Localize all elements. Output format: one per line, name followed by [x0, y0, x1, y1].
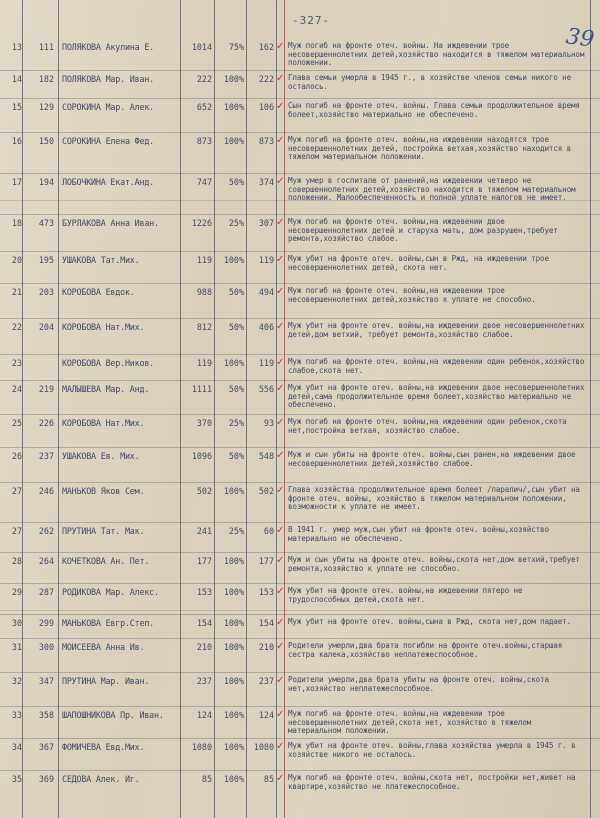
row-note: Муж убит на фронте отеч. войны,на иждевении двое несовершеннолетних детей,сама продолжительное время болеет,хозяйство материально не обеспечено.	[288, 383, 585, 410]
relief-sum: 406	[258, 322, 274, 332]
row-number: 14	[11, 74, 22, 84]
row-divider	[0, 380, 600, 381]
red-check-mark-icon: ✓	[276, 450, 285, 461]
row-divider	[0, 738, 600, 739]
household-head-name: ПРУТИНА Мар. Иван.	[62, 676, 150, 686]
relief-percent: 100%	[223, 642, 244, 652]
column-rule	[276, 0, 277, 818]
household-head-name: КОРОБОВА Нат.Мих.	[62, 322, 145, 332]
household-head-name: КОРОБОВА Вер.Ников.	[62, 358, 155, 368]
relief-percent: 100%	[223, 136, 244, 146]
household-head-name: ЛОБОЧКИНА Екат.Анд.	[62, 177, 155, 187]
row-divider	[0, 283, 600, 284]
red-check-mark-icon: ✓	[276, 101, 285, 112]
row-number: 16	[11, 136, 22, 146]
row-number: 31	[11, 642, 22, 652]
red-margin-line	[284, 0, 285, 818]
row-note: Глава семьи умерла в 1945 г., в хозяйстве членов семьи никого не осталось.	[288, 73, 571, 91]
assessed-amount: 747	[196, 177, 212, 187]
row-number: 32	[11, 676, 22, 686]
assessed-amount: 652	[196, 102, 212, 112]
household-id: 219	[38, 384, 54, 394]
row-note: Муж погиб на фронте отеч. войны,на иждевении трое несовершеннолетних детей,хозяйство к уплате не способно.	[288, 286, 536, 304]
red-check-mark-icon: ✓	[276, 485, 285, 496]
column-rule	[58, 0, 59, 818]
red-check-mark-icon: ✓	[276, 254, 285, 265]
red-check-mark-icon: ✓	[276, 555, 285, 566]
household-id: 195	[38, 255, 54, 265]
red-check-mark-icon: ✓	[276, 41, 285, 52]
relief-sum: 106	[258, 102, 274, 112]
household-head-name: МАНЬКОВ Яков Сем.	[62, 486, 145, 496]
row-note: Глава хозяйства продолжительное время болеет /паралич/,сын убит на фронте отеч. войны, хозяйство в тяжелом материальном положении, возможности к уплате не имеет.	[288, 485, 580, 512]
household-id: 194	[38, 177, 54, 187]
row-divider	[0, 98, 600, 99]
row-divider	[0, 318, 600, 319]
row-number: 22	[11, 322, 22, 332]
row-note: Муж погиб на фронте отеч. войны,на иждевении один ребенок,хозяйство слабое,скота нет.	[288, 357, 585, 375]
row-number: 18	[11, 218, 22, 228]
row-divider	[0, 482, 600, 483]
row-number: 27	[11, 486, 22, 496]
household-head-name: ШАПОШНИКОВА Пр. Иван.	[62, 710, 164, 720]
row-number: 26	[11, 451, 22, 461]
row-note: Муж погиб на фронте отеч. войны,на иждевении находятся трое несовершеннолетних детей, постройка ветхая,хозяйство находится в тяжелом материальном положении.	[288, 135, 571, 162]
relief-sum: 494	[258, 287, 274, 297]
household-id: 182	[38, 74, 54, 84]
row-note: В 1941 г. умер муж,сын убит на фронте отеч. войны,хозяйство материально не обеспечено.	[288, 525, 549, 543]
row-note: Муж погиб на фронте отеч. войны. На иждевении трое несовершеннолетних детей,хозяйство находится в тяжелом материальном положении.	[288, 41, 585, 68]
household-id: 262	[38, 526, 54, 536]
row-note: Муж убит на фронте отеч. войны,сына в Ржд, скота нет,дом падает.	[288, 617, 571, 626]
relief-sum: 502	[258, 486, 274, 496]
column-rule	[246, 0, 247, 818]
row-note: Муж убит на фронте отеч. войны,глава хозяйства умерла в 1945 г. в хозяйстве никого не осталось.	[288, 741, 576, 759]
relief-sum: 873	[258, 136, 274, 146]
relief-sum: 124	[258, 710, 274, 720]
household-id: 226	[38, 418, 54, 428]
row-note: Муж убит на фронте отеч. войны,сын в Ржд, на иждевении трое несовершеннолетних детей, скота нет.	[288, 254, 549, 272]
row-note: Муж погиб на фронте отеч. войны,на иждевении двое несовершеннолетних детей и старуха мать, дом разрушен,требует ремонта,хозяйство слабое.	[288, 217, 558, 244]
relief-percent: 100%	[223, 74, 244, 84]
relief-sum: 210	[258, 642, 274, 652]
household-id: 358	[38, 710, 54, 720]
paper-fold	[0, 610, 600, 611]
row-divider	[0, 414, 600, 415]
red-check-mark-icon: ✓	[276, 217, 285, 228]
household-id: 111	[38, 42, 54, 52]
assessed-amount: 1096	[191, 451, 212, 461]
relief-sum: 85	[263, 774, 274, 784]
relief-sum: 548	[258, 451, 274, 461]
relief-percent: 100%	[223, 556, 244, 566]
assessed-amount: 370	[196, 418, 212, 428]
row-divider	[0, 70, 600, 71]
assessed-amount: 1080	[191, 742, 212, 752]
row-divider	[0, 583, 600, 584]
red-check-mark-icon: ✓	[276, 417, 285, 428]
household-head-name: КОРОБОВА Евдок.	[62, 287, 135, 297]
assessed-amount: 502	[196, 486, 212, 496]
red-check-mark-icon: ✓	[276, 773, 285, 784]
relief-sum: 93	[263, 418, 274, 428]
row-note: Родители умерли,два брата погибли на фронте отеч.войны,старшая сестра калека,хозяйство неплатежеспособное.	[288, 641, 563, 659]
household-id: 264	[38, 556, 54, 566]
household-id: 287	[38, 587, 54, 597]
relief-sum: 222	[258, 74, 274, 84]
assessed-amount: 812	[196, 322, 212, 332]
household-id: 150	[38, 136, 54, 146]
assessed-amount: 1111	[191, 384, 212, 394]
row-number: 21	[11, 287, 22, 297]
row-note: Муж и сын убиты на фронте отеч. войны,сын ранен,на иждевении двое несовершеннолетних детей,хозяйство слабое.	[288, 450, 576, 468]
relief-sum: 374	[258, 177, 274, 187]
relief-percent: 100%	[223, 486, 244, 496]
row-divider	[0, 770, 600, 771]
relief-percent: 100%	[223, 710, 244, 720]
relief-sum: 307	[258, 218, 274, 228]
row-divider	[0, 672, 600, 673]
household-head-name: РОДИКОВА Мар. Алекс.	[62, 587, 159, 597]
row-number: 25	[11, 418, 22, 428]
assessed-amount: 153	[196, 587, 212, 597]
household-head-name: ПРУТИНА Тат. Мак.	[62, 526, 145, 536]
relief-percent: 100%	[223, 618, 244, 628]
row-number: 24	[11, 384, 22, 394]
household-id: 369	[38, 774, 54, 784]
relief-percent: 100%	[223, 358, 244, 368]
household-id: 203	[38, 287, 54, 297]
relief-percent: 25%	[228, 218, 244, 228]
row-divider	[0, 214, 600, 215]
household-head-name: СОРОКИНА Елена Фед.	[62, 136, 155, 146]
household-id: 246	[38, 486, 54, 496]
row-number: 17	[11, 177, 22, 187]
column-rule	[180, 0, 181, 818]
household-head-name: ПОЛЯКОВА Мар. Иван.	[62, 74, 155, 84]
row-note: Муж умер в госпитале от ранений,на иждевении четверо не совершеннолетних детей,хозяйство находится в тяжелом материальном положении. Малообеспеченность и полной уплате налогов не имеет.	[288, 176, 576, 203]
household-head-name: КОРОБОВА Нат.Мих.	[62, 418, 145, 428]
red-check-mark-icon: ✓	[276, 135, 285, 146]
assessed-amount: 119	[196, 358, 212, 368]
red-check-mark-icon: ✓	[276, 641, 285, 652]
relief-percent: 50%	[228, 384, 244, 394]
household-head-name: СОРОКИНА Мар. Алек.	[62, 102, 155, 112]
assessed-amount: 988	[196, 287, 212, 297]
row-number: 29	[11, 587, 22, 597]
red-check-mark-icon: ✓	[276, 383, 285, 394]
relief-percent: 100%	[223, 255, 244, 265]
row-divider	[0, 447, 600, 448]
red-check-mark-icon: ✓	[276, 357, 285, 368]
row-divider	[0, 251, 600, 252]
row-divider	[0, 552, 600, 553]
household-head-name: ФОМИЧЕВА Евд.Мих.	[62, 742, 145, 752]
relief-sum: 237	[258, 676, 274, 686]
relief-sum: 119	[258, 358, 274, 368]
relief-percent: 25%	[228, 526, 244, 536]
row-divider	[0, 354, 600, 355]
household-id: 473	[38, 218, 54, 228]
household-head-name: КОЧЕТКОВА Ан. Пет.	[62, 556, 150, 566]
row-number: 28	[11, 556, 22, 566]
household-id: 299	[38, 618, 54, 628]
row-note: Муж убит на фронте отеч. войны,на иждевении двое несовершеннолетних детей,дом ветхий, требует ремонта,хозяйство слабое.	[288, 321, 585, 339]
relief-sum: 556	[258, 384, 274, 394]
row-note: Муж и сын убиты на фронте отеч. войны,скота нет,дом ветхий,требует ремонта,хозяйство к уплате не способно.	[288, 555, 580, 573]
handwritten-page-number: 39	[564, 24, 596, 53]
row-divider	[0, 638, 600, 639]
row-number: 33	[11, 710, 22, 720]
red-check-mark-icon: ✓	[276, 586, 285, 597]
row-divider	[0, 173, 600, 174]
assessed-amount: 210	[196, 642, 212, 652]
assessed-amount: 154	[196, 618, 212, 628]
relief-percent: 100%	[223, 587, 244, 597]
row-note: Муж погиб на фронте отеч. войны,на иждевении один ребенок,скота нет,постройка ветхая, хозяйство слабое.	[288, 417, 567, 435]
relief-percent: 100%	[223, 774, 244, 784]
relief-sum: 162	[258, 42, 274, 52]
row-note: Сын погиб на фронте отеч. войны. Глава семьи продолжительное время болеет,хозяйство материально не обеспечено.	[288, 101, 580, 119]
red-check-mark-icon: ✓	[276, 176, 285, 187]
column-rule	[590, 0, 591, 818]
row-number: 15	[11, 102, 22, 112]
row-divider	[0, 614, 600, 615]
household-id: 347	[38, 676, 54, 686]
relief-percent: 75%	[228, 42, 244, 52]
assessed-amount: 119	[196, 255, 212, 265]
relief-percent: 50%	[228, 287, 244, 297]
column-rule	[214, 0, 215, 818]
row-note: Муж убит на фронте отеч. войны,на иждевении пятеро не трудоспособных детей,скота нет.	[288, 586, 523, 604]
household-head-name: ПОЛЯКОВА Акулина Е.	[62, 42, 155, 52]
relief-sum: 153	[258, 587, 274, 597]
row-note: Муж погиб на фронте отеч. войны,на иждевении трое несовершеннолетних детей,скота нет, хозяйство в тяжелом материальном положении.	[288, 709, 532, 736]
household-head-name: МАНЬКОВА Евгр.Степ.	[62, 618, 155, 628]
relief-percent: 50%	[228, 451, 244, 461]
assessed-amount: 177	[196, 556, 212, 566]
relief-sum: 177	[258, 556, 274, 566]
row-note: Муж погиб на фронте отеч. войны,скота нет, постройки нет,живет на квартире,хозяйство не платежеспособное.	[288, 773, 576, 791]
household-id: 367	[38, 742, 54, 752]
row-divider	[0, 706, 600, 707]
relief-percent: 100%	[223, 742, 244, 752]
row-number: 20	[11, 255, 22, 265]
relief-percent: 50%	[228, 177, 244, 187]
household-head-name: УШАКОВА Ев. Мих.	[62, 451, 140, 461]
household-head-name: УШАКОВА Тат.Мих.	[62, 255, 140, 265]
household-head-name: МАЛЫШЕВА Мар. Анд.	[62, 384, 150, 394]
assessed-amount: 873	[196, 136, 212, 146]
folio-number: -327-	[292, 14, 331, 27]
relief-sum: 1080	[253, 742, 274, 752]
red-check-mark-icon: ✓	[276, 321, 285, 332]
red-check-mark-icon: ✓	[276, 286, 285, 297]
column-rule	[22, 0, 23, 818]
row-divider	[0, 132, 600, 133]
relief-percent: 50%	[228, 322, 244, 332]
assessed-amount: 1014	[191, 42, 212, 52]
row-number: 23	[11, 358, 22, 368]
red-check-mark-icon: ✓	[276, 675, 285, 686]
row-number: 34	[11, 742, 22, 752]
household-head-name: БУРЛАКОВА Анна Иван.	[62, 218, 159, 228]
household-id: 300	[38, 642, 54, 652]
row-number: 27	[11, 526, 22, 536]
relief-percent: 25%	[228, 418, 244, 428]
relief-sum: 119	[258, 255, 274, 265]
red-check-mark-icon: ✓	[276, 525, 285, 536]
relief-sum: 60	[263, 526, 274, 536]
red-check-mark-icon: ✓	[276, 73, 285, 84]
assessed-amount: 85	[201, 774, 212, 784]
row-number: 13	[11, 42, 22, 52]
relief-percent: 100%	[223, 676, 244, 686]
row-number: 30	[11, 618, 22, 628]
row-note: Родители умерли,два брата убиты на фронте отеч. войны,скота нет,хозяйство неплатежеспособное.	[288, 675, 549, 693]
assessed-amount: 222	[196, 74, 212, 84]
assessed-amount: 1226	[191, 218, 212, 228]
assessed-amount: 237	[196, 676, 212, 686]
red-check-mark-icon: ✓	[276, 617, 285, 628]
household-id: 129	[38, 102, 54, 112]
row-number: 35	[11, 774, 22, 784]
assessed-amount: 241	[196, 526, 212, 536]
relief-sum: 154	[258, 618, 274, 628]
household-head-name: СЕДОВА Алек. Иг.	[62, 774, 140, 784]
red-check-mark-icon: ✓	[276, 741, 285, 752]
red-check-mark-icon: ✓	[276, 709, 285, 720]
assessed-amount: 124	[196, 710, 212, 720]
household-id: 237	[38, 451, 54, 461]
household-head-name: МОИСЕЕВА Анна Ив.	[62, 642, 145, 652]
household-id: 204	[38, 322, 54, 332]
relief-percent: 100%	[223, 102, 244, 112]
row-divider	[0, 522, 600, 523]
